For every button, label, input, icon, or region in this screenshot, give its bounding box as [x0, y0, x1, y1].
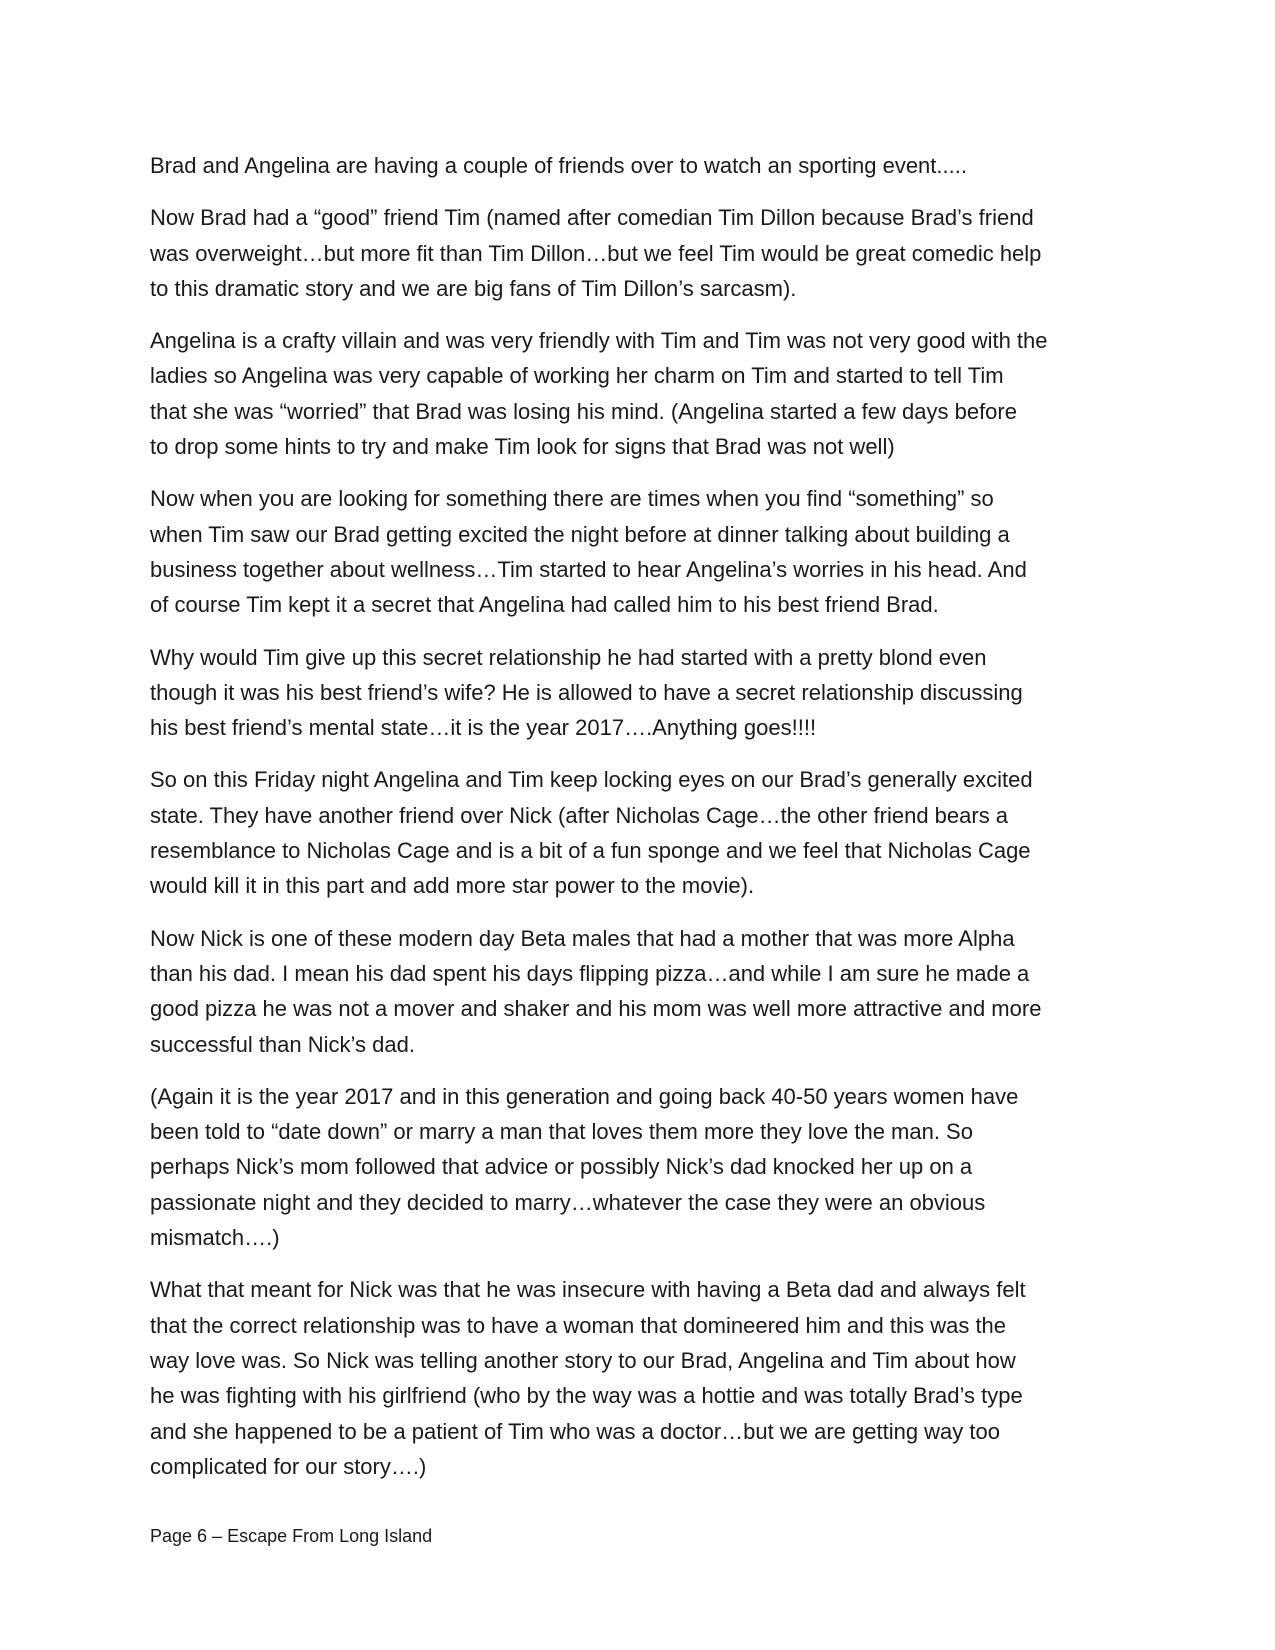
paragraph: What that meant for Nick was that he was insecure with having a Beta dad and always felt that the correct relationship was to have a woman that domineered him and this was the way love was. So Nick was telling another story to our Brad, Angelina and Tim about how he was fighting with his girlfriend (who by the way was a hottie and was totally Brad’s type and she happened to be a patient of Tim who was a doctor…but we are getting way too complicated for our story….)	[150, 1277, 1026, 1479]
body-text	[150, 148, 1128, 1501]
paragraph: Why would Tim give up this secret relationship he had started with a pretty blond even though it was his best friend’s wife? He is allowed to have a secret relationship discussing his best friend’s mental state…it is the year 2017….Anything goes!!!!	[150, 644, 1023, 741]
page-footer: Page 6 – Escape From Long Island	[150, 1526, 433, 1546]
paragraph: (Again it is the year 2017 and in this generation and going back 40-50 years women have been told to “date down” or marry a man that loves them more they love the man. So perhaps Nick’s mom followed that advice or possibly Nick’s dad knocked her up on a passionate night and they decided to marry…whatever the case they were an obvious mismatch….)	[150, 1083, 1019, 1251]
paragraph: Brad and Angelina are having a couple of friends over to watch an sporting event.....	[150, 153, 967, 178]
paragraph: Now when you are looking for something there are times when you find “something” so when Tim saw our Brad getting excited the night before at dinner talking about building a business together about wellness…Tim started to hear Angelina’s worries in his head. And of course Tim kept it a secret that Angelina had called him to his best friend Brad.	[150, 486, 1027, 618]
paragraph: So on this Friday night Angelina and Tim keep locking eyes on our Brad’s generally excited state. They have another friend over Nick (after Nicholas Cage…the other friend bears a resemblance to Nicholas Cage and is a bit of a fun sponge and we feel that Nicholas Cage would kill it in this part and add more star power to the movie).	[150, 767, 1033, 899]
paragraph: Now Brad had a “good” friend Tim (named after comedian Tim Dillon because Brad’s friend was overweight…but more fit than Tim Dillon…but we feel Tim would be great comedic help to this dramatic story and we are big fans of Tim Dillon’s sarcasm).	[150, 205, 1042, 301]
paragraph: Angelina is a crafty villain and was very friendly with Tim and Tim was not very good with the ladies so Angelina was very capable of working her charm on Tim and started to tell Tim that she was “worried” that Brad was losing his mind. (Angelina started a few days before to drop some hints to try and make Tim look for signs that Brad was not well)	[150, 328, 1048, 460]
paragraph: Now Nick is one of these modern day Beta males that had a mother that was more Alpha than his dad. I mean his dad spent his days flipping pizza…and while I am sure he made a good pizza he was not a mover and shaker and his mom was well more attractive and more successful than Nick’s dad.	[150, 925, 1042, 1057]
